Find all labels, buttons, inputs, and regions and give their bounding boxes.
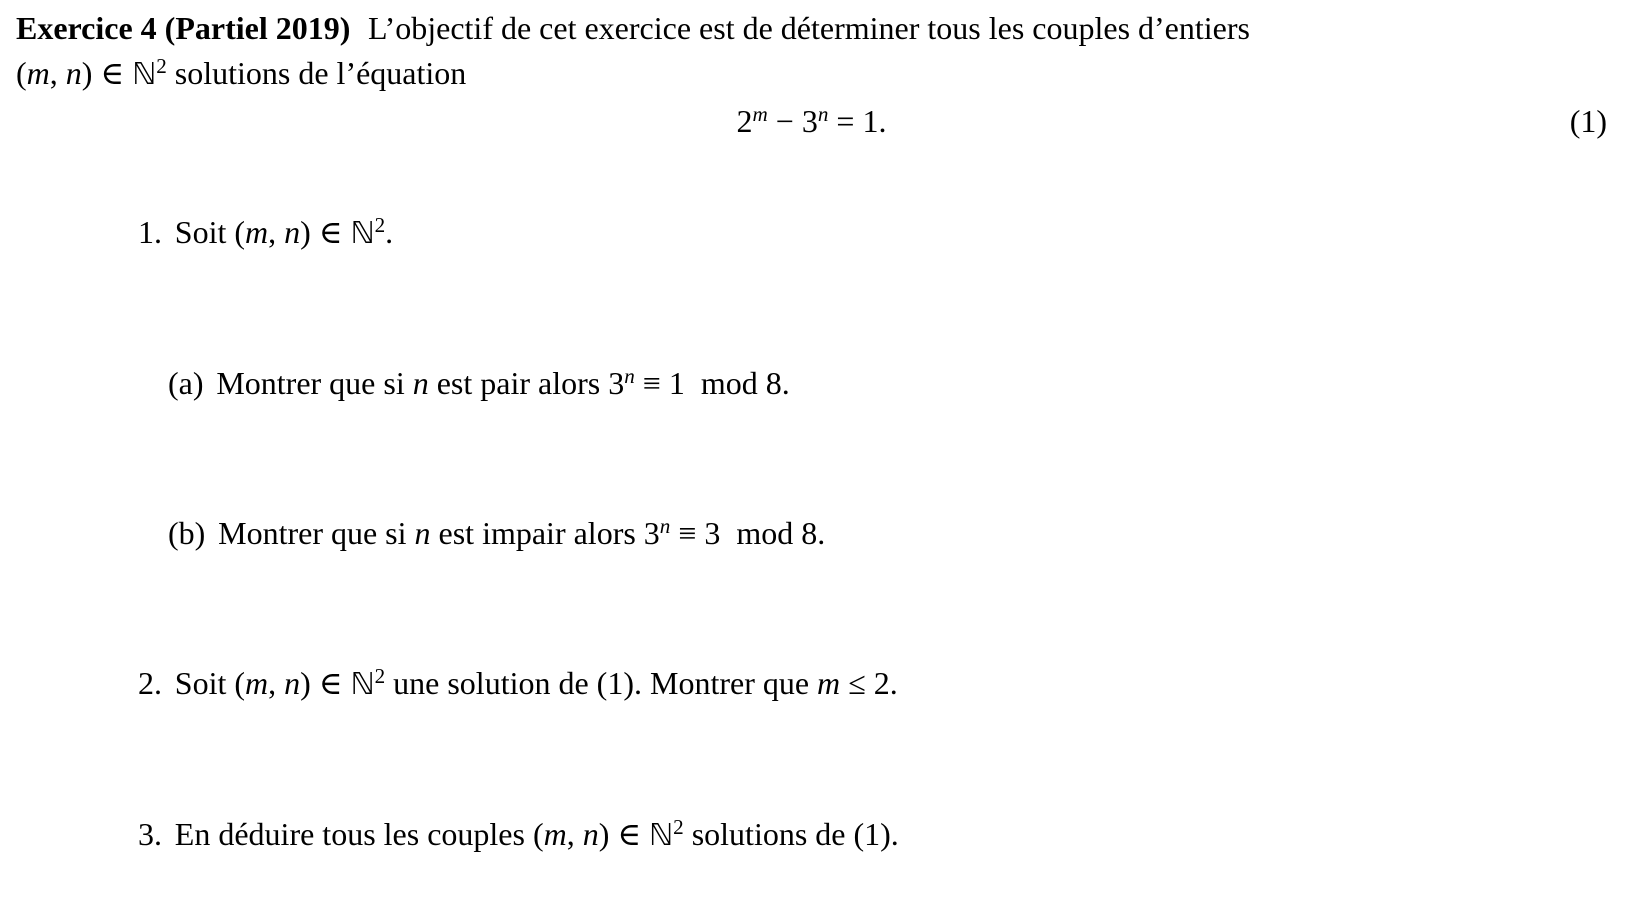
text-segment: m: [26, 55, 50, 91]
text-segment: ) ∈: [300, 214, 351, 250]
list-item-1b: [16, 466, 1607, 601]
text-segment: 2: [374, 213, 386, 238]
text-segment: .: [385, 214, 394, 250]
text-segment: solutions de (1).: [683, 816, 899, 852]
text-segment: ≤ 2.: [840, 665, 898, 701]
text-segment: m: [543, 816, 567, 852]
text-segment: ℕ: [350, 216, 375, 251]
text-segment: est pair alors 3: [428, 365, 625, 401]
item-number: (b): [168, 515, 206, 551]
text-segment: solutions de l’équation: [166, 55, 467, 91]
text-segment: −: [767, 103, 802, 139]
item-content: [175, 816, 899, 852]
text-segment: ) ∈: [598, 816, 650, 852]
list-item-3: [16, 767, 1607, 903]
text-segment: Exercice 4 (Partiel 2019): [16, 10, 351, 46]
text-segment: ) ∈: [81, 55, 133, 91]
question-list: [16, 165, 1607, 903]
text-segment: m: [245, 214, 269, 250]
equation-number: (1): [1569, 103, 1607, 139]
text-segment: m: [752, 102, 768, 127]
exercise-header: [16, 6, 1607, 97]
text-segment: (: [16, 55, 27, 91]
text-segment: m: [245, 665, 269, 701]
list-item-1a: [16, 316, 1607, 451]
text-segment: n: [817, 102, 829, 127]
text-segment: n: [624, 364, 635, 389]
item-content: [216, 365, 789, 401]
text-segment: ℕ: [350, 667, 375, 702]
intro-line-1: [16, 6, 1607, 51]
text-segment: m: [817, 665, 841, 701]
text-segment: ,: [268, 665, 285, 701]
text-segment: Montrer que si: [218, 515, 415, 551]
equation-body: [16, 99, 1607, 144]
text-segment: n: [414, 515, 431, 551]
text-segment: n: [65, 55, 82, 91]
item-number: 1.: [138, 214, 162, 250]
text-segment: ,: [566, 816, 583, 852]
text-segment: Montrer que si: [216, 365, 413, 401]
text-segment: 2: [736, 103, 753, 139]
text-segment: ,: [49, 55, 66, 91]
item-number: (a): [168, 365, 204, 401]
text-segment: ) ∈: [300, 665, 351, 701]
text-segment: = 1.: [828, 103, 887, 139]
list-item-2: [16, 616, 1607, 752]
text-segment: ,: [268, 214, 285, 250]
text-segment: ℕ: [649, 818, 674, 853]
text-segment: ℕ: [132, 57, 157, 92]
item-content: [175, 665, 898, 701]
item-content: [218, 515, 825, 551]
text-segment: Soit (: [174, 214, 246, 250]
item-number: 2.: [138, 665, 162, 701]
item-content: [175, 214, 393, 250]
text-segment: En déduire tous les couples (: [174, 816, 544, 852]
item-number: 3.: [138, 816, 162, 852]
text-segment: ≡ 3 mod 8.: [670, 515, 826, 551]
text-segment: Soit (: [174, 665, 246, 701]
text-segment: L’objectif de cet exercice est de déterminer tous les couples d’entiers: [367, 10, 1250, 46]
text-segment: n: [284, 214, 301, 250]
list-item-1: [16, 165, 1607, 301]
text-segment: 2: [156, 54, 167, 79]
intro-line-2: [16, 51, 1607, 97]
text-segment: ≡ 1 mod 8.: [634, 365, 790, 401]
display-equation-row: [16, 97, 1607, 149]
text-segment: n: [412, 365, 429, 401]
text-segment: est impair alors 3: [430, 515, 660, 551]
text-segment: une solution de (1). Montrer que: [385, 665, 818, 701]
text-segment: n: [659, 514, 671, 539]
text-segment: n: [284, 665, 301, 701]
text-segment: 3: [801, 103, 818, 139]
text-segment: n: [582, 816, 599, 852]
text-segment: 2: [673, 815, 684, 840]
text-segment: 2: [374, 664, 386, 689]
